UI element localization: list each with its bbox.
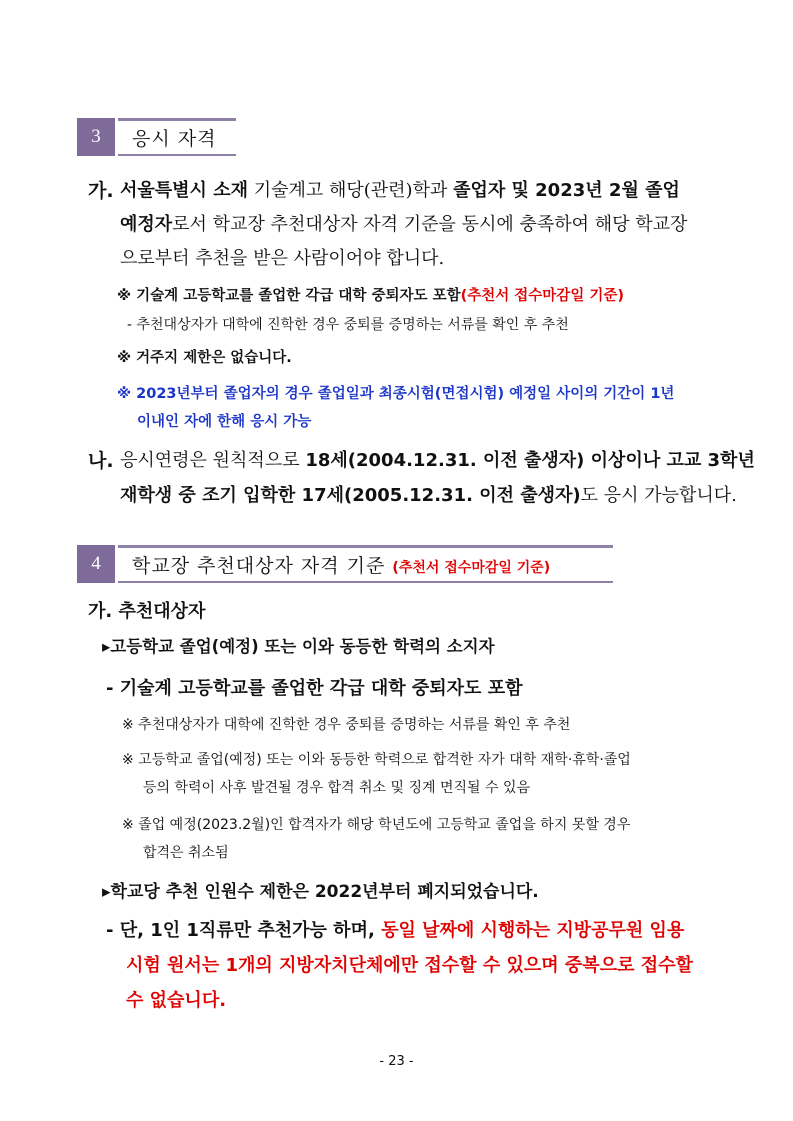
sec4-dash-2-line3: 수 없습니다. — [126, 990, 227, 1011]
sec4-dash-1: - 기술계 고등학교를 졸업한 각급 대학 중퇴자도 포함 — [106, 678, 523, 699]
section-3-bottom-rule — [118, 154, 236, 156]
sec4-note-3-line1: ※ 졸업 예정(2023.2월)인 합격자가 해당 학년도에 고등학교 졸업을 하지 못할 경우 — [122, 817, 631, 833]
sec4-bullet-2: ▸학교당 추천 인원수 제한은 2022년부터 폐지되었습니다. — [102, 882, 539, 902]
sec3-item-ga-label: 가. — [88, 180, 114, 202]
sec3-note-2: ※ 거주지 제한은 없습니다. — [117, 350, 292, 366]
sec3-item-na-label: 나. — [88, 450, 114, 472]
sec3-item-ga-line3: 으로부터 추천을 받은 사람이어야 합니다. — [120, 248, 445, 269]
page-number: - 23 - — [379, 1054, 414, 1069]
section-4-title: 학교장 추천대상자 자격 기준 (추천서 접수마감일 기준) — [132, 555, 551, 577]
sec3-item-ga-line2: 예정자로서 학교장 추천대상자 자격 기준을 동시에 충족하여 해당 학교장 — [120, 214, 688, 235]
sec3-note-1-sub: - 추천대상자가 대학에 진학한 경우 중퇴를 증명하는 서류를 확인 후 추천 — [127, 317, 569, 333]
section-3-number: 3 — [77, 118, 115, 156]
sec3-item-ga-line1: 서울특별시 소재 기술계고 해당(관련)학과 졸업자 및 2023년 2월 졸업 — [120, 180, 680, 201]
sec3-item-na-line2: 재학생 중 조기 입학한 17세(2005.12.31. 이전 출생자)도 응시 가능합니다. — [120, 485, 737, 506]
section-3-title: 응시 자격 — [132, 128, 217, 150]
sec4-bullet-1: ▸고등학교 졸업(예정) 또는 이와 동등한 학력의 소지자 — [102, 637, 495, 656]
sec4-dash-2-line2: 시험 원서는 1개의 지방자치단체에만 접수할 수 있으며 중복으로 접수할 — [126, 955, 693, 976]
sec3-note-3-line1: ※ 2023년부터 졸업자의 경우 졸업일과 최종시험(면접시험) 예정일 사이의 기간이 1년 — [117, 386, 675, 402]
section-4-bottom-rule — [118, 581, 613, 583]
sec4-note-3-line2: 합격은 취소됨 — [143, 845, 229, 861]
sec3-item-na-line1: 응시연령은 원칙적으로 18세(2004.12.31. 이전 출생자) 이상이나 고교 3학년 — [120, 450, 755, 471]
sec4-note-2-line2: 등의 학력이 사후 발견될 경우 합격 취소 및 징계 면직될 수 있음 — [143, 780, 531, 796]
section-3-top-rule — [118, 118, 236, 121]
sec4-dash-2-line1: - 단, 1인 1직류만 추천가능 하며, 동일 날짜에 시행하는 지방공무원 임용 — [106, 920, 685, 941]
sec4-note-1: ※ 추천대상자가 대학에 진학한 경우 중퇴를 증명하는 서류를 확인 후 추천 — [122, 717, 571, 733]
section-4-top-rule — [118, 545, 613, 548]
section-4-number: 4 — [77, 545, 115, 583]
sec3-note-1: ※ 기술계 고등학교를 졸업한 각급 대학 중퇴자도 포함(추천서 접수마감일 기준) — [117, 288, 625, 304]
sec3-note-3-line2: 이내인 자에 한해 응시 가능 — [137, 414, 312, 430]
sec4-note-2-line1: ※ 고등학교 졸업(예정) 또는 이와 동등한 학력으로 합격한 자가 대학 재학·휴학·졸업 — [122, 752, 631, 768]
sec4-item-ga: 가. 추천대상자 — [88, 601, 206, 622]
